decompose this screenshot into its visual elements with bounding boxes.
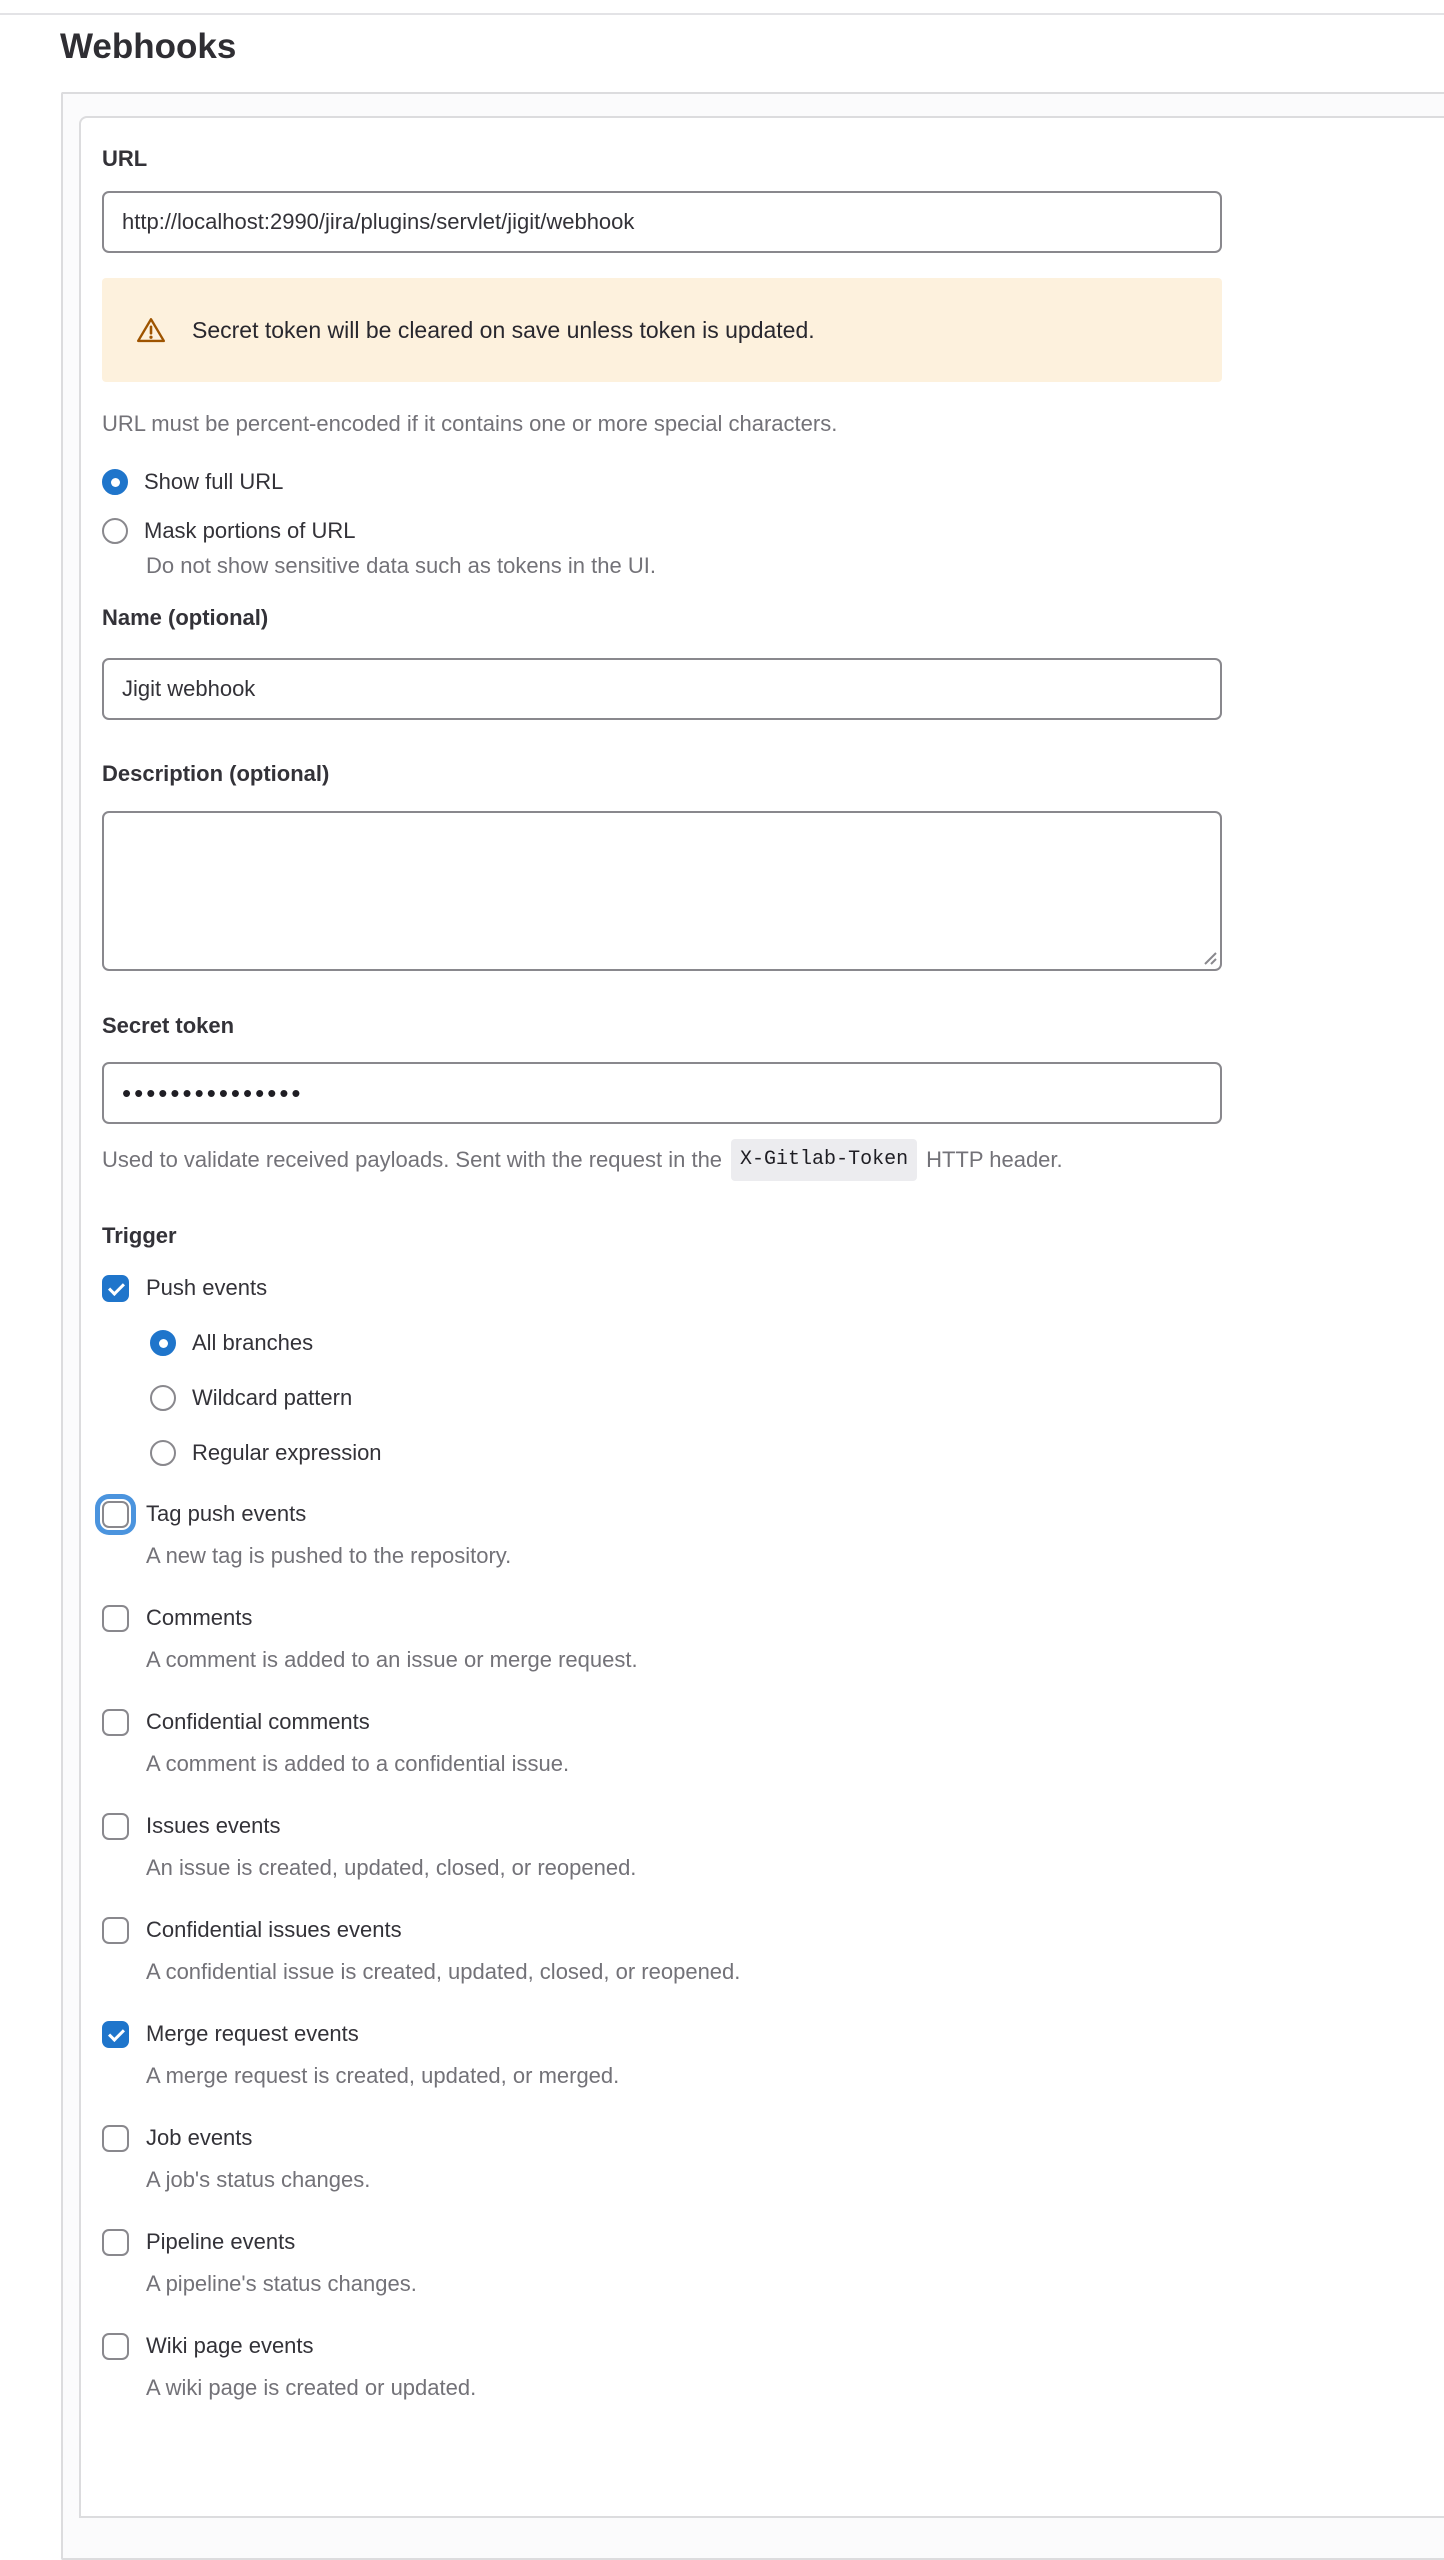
checkbox-icon[interactable] — [102, 1605, 129, 1632]
trigger-event-label: Comments — [146, 1605, 253, 1630]
trigger-event-row[interactable] — [102, 1604, 740, 1632]
checkbox-icon[interactable] — [102, 1501, 129, 1528]
trigger-event-help: A comment is added to an issue or merge request. — [146, 1647, 638, 1672]
warning-banner — [102, 278, 1222, 382]
push-events-label: Push events — [146, 1275, 268, 1300]
checkbox-icon[interactable] — [102, 2021, 129, 2048]
url-label: URL — [102, 146, 148, 171]
checkbox-icon[interactable] — [102, 2125, 129, 2152]
radio-wildcard-pattern[interactable] — [150, 1384, 382, 1412]
page-title: Webhooks — [60, 27, 237, 66]
trigger-event-row[interactable] — [102, 1916, 740, 1944]
trigger-event-item — [102, 2020, 740, 2090]
top-divider — [0, 13, 1444, 15]
warning-icon — [136, 315, 166, 345]
trigger-event-help: A wiki page is created or updated. — [146, 2375, 477, 2400]
mask-help: Do not show sensitive data such as tokens in the UI. — [146, 553, 656, 578]
radio-show-full-url[interactable] — [102, 468, 283, 496]
trigger-event-item — [102, 1604, 740, 1674]
description-label: Description (optional) — [102, 761, 330, 786]
trigger-event-item — [102, 2124, 740, 2194]
trigger-event-label: Tag push events — [146, 1501, 307, 1526]
trigger-event-label: Job events — [146, 2125, 253, 2150]
trigger-event-help: A merge request is created, updated, or merged. — [146, 2063, 620, 2088]
trigger-label: Trigger — [102, 1223, 177, 1248]
trigger-event-label: Confidential issues events — [146, 1917, 402, 1942]
trigger-event-label: Merge request events — [146, 2021, 359, 2046]
secret-label: Secret token — [102, 1013, 235, 1038]
trigger-event-help: A job's status changes. — [146, 2167, 371, 2192]
trigger-event-item — [102, 1500, 740, 1570]
all-branches-label: All branches — [192, 1330, 314, 1355]
resize-handle-icon[interactable] — [1200, 948, 1217, 965]
trigger-event-help: A confidential issue is created, updated, closed, or reopened. — [146, 1959, 741, 1984]
checkbox-icon[interactable] — [102, 1917, 129, 1944]
trigger-event-item — [102, 1916, 740, 1986]
trigger-event-label: Confidential comments — [146, 1709, 370, 1734]
checkbox-icon[interactable] — [102, 1275, 129, 1302]
trigger-event-help: A new tag is pushed to the repository. — [146, 1543, 512, 1568]
checkbox-push-events[interactable] — [102, 1274, 267, 1302]
trigger-event-row[interactable] — [102, 2228, 740, 2256]
description-textarea-wrap — [102, 811, 1222, 971]
url-help: URL must be percent-encoded if it contains one or more special characters. — [102, 411, 838, 436]
radio-regular-expression[interactable] — [150, 1439, 382, 1467]
radio-icon[interactable] — [150, 1330, 176, 1356]
trigger-event-row[interactable] — [102, 2332, 740, 2360]
webhook-panel — [61, 92, 1444, 2560]
trigger-event-label: Pipeline events — [146, 2229, 296, 2254]
trigger-event-row[interactable] — [102, 2124, 740, 2152]
name-label: Name (optional) — [102, 605, 269, 630]
trigger-event-help: An issue is created, updated, closed, or reopened. — [146, 1855, 637, 1880]
token-header-code: X-Gitlab-Token — [731, 1139, 917, 1181]
wildcard-pattern-label: Wildcard pattern — [192, 1385, 353, 1410]
trigger-event-row[interactable] — [102, 2020, 740, 2048]
trigger-event-label: Issues events — [146, 1813, 281, 1838]
trigger-event-label: Wiki page events — [146, 2333, 314, 2358]
trigger-event-row[interactable] — [102, 1500, 740, 1528]
trigger-events-list — [102, 1500, 740, 2436]
trigger-event-row[interactable] — [102, 1708, 740, 1736]
trigger-event-item — [102, 2332, 740, 2402]
radio-icon[interactable] — [102, 469, 128, 495]
trigger-event-help: A pipeline's status changes. — [146, 2271, 417, 2296]
webhook-form-card — [79, 116, 1444, 2518]
checkbox-icon[interactable] — [102, 2229, 129, 2256]
trigger-event-help: A comment is added to a confidential issue. — [146, 1751, 570, 1776]
push-branch-options — [150, 1329, 382, 1467]
regular-expression-label: Regular expression — [192, 1440, 382, 1465]
radio-icon[interactable] — [150, 1385, 176, 1411]
name-input[interactable] — [102, 658, 1222, 720]
checkbox-icon[interactable] — [102, 1813, 129, 1840]
secret-help-prefix: Used to validate received payloads. Sent with the request in the — [102, 1147, 723, 1172]
radio-all-branches[interactable] — [150, 1329, 382, 1357]
warning-message: Secret token will be cleared on save unless token is updated. — [192, 316, 815, 343]
radio-show-full-url-label: Show full URL — [144, 469, 284, 494]
checkbox-icon[interactable] — [102, 2333, 129, 2360]
trigger-event-row[interactable] — [102, 1812, 740, 1840]
url-input[interactable] — [102, 191, 1222, 253]
trigger-event-item — [102, 1812, 740, 1882]
checkbox-icon[interactable] — [102, 1709, 129, 1736]
radio-mask-portions[interactable] — [102, 517, 356, 545]
radio-icon[interactable] — [150, 1440, 176, 1466]
radio-icon[interactable] — [102, 518, 128, 544]
webhooks-page — [0, 13, 1444, 2560]
secret-help — [102, 1139, 1063, 1181]
secret-token-input[interactable] — [102, 1062, 1222, 1124]
trigger-event-item — [102, 1708, 740, 1778]
secret-help-suffix: HTTP header. — [926, 1147, 1063, 1172]
description-textarea[interactable] — [102, 811, 1222, 971]
trigger-event-item — [102, 2228, 740, 2298]
radio-mask-portions-label: Mask portions of URL — [144, 518, 356, 543]
